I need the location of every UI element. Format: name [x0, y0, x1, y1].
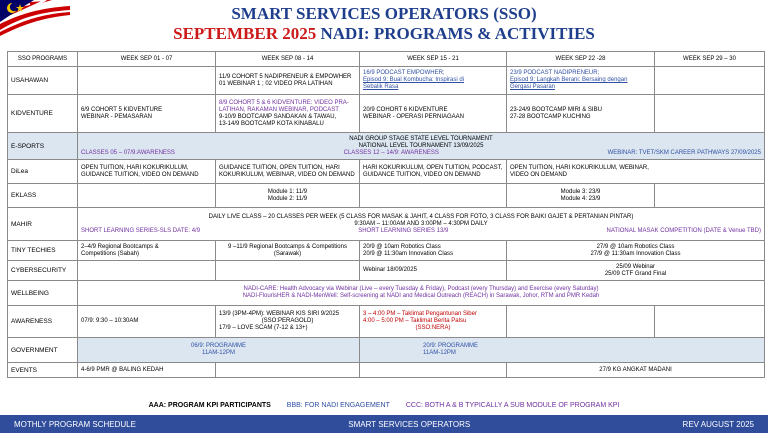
cell-esports-span: NADI GROUP STAGE STATE LEVEL TOURNAMENT NATIONAL LEVEL TOURNAMENT 13/09/2025 CLASSES 05 – 07/9:AWARENESS CLASSES 12 – 14/9: AWARENESS WEBINAR: TVET/SKM CAREER PATHWAYS 27/09/2025 [78, 133, 765, 160]
table-row-dilea [8, 160, 765, 184]
program-label-events: EVENTS [8, 363, 78, 378]
mahir-masak-competition: NATIONAL MASAK COMPETITION (DATE & Venue TBD) [606, 227, 761, 234]
cell-awareness-w5 [655, 306, 765, 338]
cell-usahawan-w5 [655, 67, 765, 95]
table-row-eklass [8, 184, 765, 208]
programs-schedule-table [7, 51, 765, 378]
cell-tiny-w2: 9 –11/9 Regional Bootcamps & Competitions (Sarawak) [216, 241, 360, 261]
cell-kidventure-w3: 20/9 COHORT 6 KIDVENTURE WEBINAR - OPERASI PERNIAGAAN [360, 95, 507, 133]
table-header-row [8, 52, 765, 67]
cell-awareness-w3: 3 – 4:00 PM – Taklimat Pengantunan Siber 4:00 – 5:00 PM – Taklimat Berita Palsu (SSO:NERA) [360, 306, 507, 338]
footer-right: REV AUGUST 2025 [682, 419, 754, 429]
cell-awareness-w2: 13/9 (3PM-4PM): WEBINAR KIS SIRI 9/2025 (SSO:PERAGOLD) 17/9 – LOVE SCAM (7-12 & 13+) [216, 306, 360, 338]
esports-webinar: WEBINAR: TVET/SKM CAREER PATHWAYS 27/09/2025 [607, 149, 761, 156]
program-label-awareness: AWARENESS [8, 306, 78, 338]
header-week-3: WEEK SEP 15 - 21 [360, 52, 507, 67]
program-label-usahawan: USAHAWAN [8, 67, 78, 95]
cell-eklass-w4: Module 3: 23/9 Module 4: 23/9 [507, 184, 655, 208]
program-label-cybersecurity: CYBERSECURITY [8, 261, 78, 281]
legend-aaa: AAA: PROGRAM KPI PARTICIPANTS [148, 402, 271, 409]
cell-events-w3 [360, 363, 507, 378]
cell-dilea-w1: OPEN TUITION, HARI KOKURIKULUM, GUIDANCE TUITION, VIDEO ON DEMAND [78, 160, 216, 184]
header-week-4: WEEK SEP 22 -28 [507, 52, 655, 67]
cell-eklass-w2: Module 1: 11/9 Module 2: 11/9 [216, 184, 360, 208]
program-label-wellbeing: WELLBEING [8, 281, 78, 306]
page-title: SMART SERVICES OPERATORS (SSO) [231, 4, 537, 23]
nadi-flourisher-text: NADI-FlourisHER & NADI-MenWell: Self-screening at NADI and Medical Outreach (REACH) in Sarawak, Johor, RTM and PMR Kedah [242, 293, 600, 299]
esports-classes-2: CLASSES 12 – 14/9: AWARENESS [343, 149, 439, 156]
program-label-tiny-techies: TINY TECHIES [8, 241, 78, 261]
cell-events-w4: 27/9 KG ANGKAT MADANI [507, 363, 765, 378]
cell-cyber-w1 [78, 261, 216, 281]
cell-kidventure-w2: 8/9 COHORT 5 & 6 KIDVENTURE: VIDEO PRA- LATIHAN, RAKAMAN WEBINAR, PODCAST 9-10/9 BOOTCAMP SANDAKAN & TAWAU, 13-14/9 BOOTCAMP KOTA KINABALU [216, 95, 360, 133]
cell-wellbeing-span [78, 281, 765, 306]
table-row-tiny-techies [8, 241, 765, 261]
cell-kidventure-w4: 23-24/9 BOOTCAMP MIRI & SIBU 27-28 BOOTCAMP KUCHING [507, 95, 655, 133]
cell-eklass-w5 [655, 184, 765, 208]
cell-usahawan-w4: 23/9 PODCAST NADIPRENEUR; Episod 9: Langkah Berani: Bersaing dengan Gergasi Pasaran [507, 67, 655, 95]
program-label-kidventure: KIDVENTURE [8, 95, 78, 133]
footer-left: MOTHLY PROGRAM SCHEDULE [14, 419, 136, 429]
table-row-usahawan [8, 67, 765, 95]
cell-awareness-w4 [507, 306, 655, 338]
program-label-eklass: EKLASS [8, 184, 78, 208]
subtitle-rest: NADI: PROGRAMS & ACTIVITIES [316, 24, 595, 43]
podcast-nadipreneur-link[interactable]: Episod 9: Langkah Berani: Bersaing dengan [510, 77, 628, 83]
cell-events-w2 [216, 363, 360, 378]
program-label-mahir: MAHIR [8, 208, 78, 241]
cell-dilea-w3: HARI KOKURIKULUM, OPEN TUITION, PODCAST, GUIDANCE TUITION, VIDEO ON DEMAND [360, 160, 507, 184]
cell-government-b: 20/9: PROGRAMME 11AM-12PM [360, 338, 765, 363]
mahir-sls-2: SHORT LEARNING SERIES 13/9 [358, 227, 449, 234]
nadi-care-text: NADI-CARE: Health Advocacy via Webinar (Live – every Tuesday & Friday), Podcast (every Thursday) and Exercise (every Saturday) [243, 286, 599, 292]
cell-events-w1: 4-6/9 PMR @ BALING KEDAH [78, 363, 216, 378]
table-row-government [8, 338, 765, 363]
cell-eklass-w3 [360, 184, 507, 208]
table-row-mahir [8, 208, 765, 241]
header-week-2: WEEK SEP 08 - 14 [216, 52, 360, 67]
mahir-sls-1: SHORT LEARNING SERIES-SLS DATE: 4/9 [81, 227, 201, 234]
cell-dilea-w4: OPEN TUITION, HARI KOKURIKULUM, WEBINAR, VIDEO ON DEMAND [507, 160, 765, 184]
program-label-dilea: DiLea [8, 160, 78, 184]
subtitle-month: SEPTEMBER 2025 [173, 24, 317, 43]
cell-mahir-span: DAILY LIVE CLASS – 20 CLASSES PER WEEK (5 CLASS FOR MASAK & JAHIT, 4 CLASS FOR FOTO, 3 CLASS FOR BAIKI GAJET & PERTANIAN PINTAR) 9:30AM – 11:00AM AND 3:00PM – 4:30PM DAILY SHORT LEARNING SERIES-SLS DATE: 4/9 SHORT LEARNING SERIES 13/9 NATIONAL MASAK COMPETITION (DATE & Venue TBD) [78, 208, 765, 241]
podcast-empowher-link[interactable]: Episod 9: Bual Kombucha: Inspirasi di [363, 77, 465, 83]
cell-usahawan-w2: 11/9 COHORT 5 NADIPRENEUR & EMPOWHER 01 WEBINAR 1 ; 02 VIDEO PRA LATIHAN [216, 67, 360, 95]
cell-tiny-w4: 27/9 @ 10am Robotics Class 27/9 @ 11:30am Innovation Class [507, 241, 765, 261]
page-subtitle [0, 24, 768, 44]
table-row-events [8, 363, 765, 378]
cell-kidventure-w5 [655, 95, 765, 133]
cell-cyber-w3: Webinar 18/09/2025 [360, 261, 507, 281]
header-programs: SSO PROGRAMS [8, 52, 78, 67]
table-row-cybersecurity [8, 261, 765, 281]
table-row-wellbeing [8, 281, 765, 306]
cell-usahawan-w3: 16/9 PODCAST EMPOWHER; Episod 9: Bual Kombucha: Inspirasi di Sebalik Rasa [360, 67, 507, 95]
cell-dilea-w2: GUIDANCE TUITION, OPEN TUITION, HARI KOKURIKULUM, WEBINAR, VIDEO ON DEMAND [216, 160, 360, 184]
table-row-esports [8, 133, 765, 160]
cell-awareness-w1: 07/9: 9:30 – 10:30AM [78, 306, 216, 338]
esports-classes-1: CLASSES 05 – 07/9:AWARENESS [81, 149, 175, 156]
legend [0, 402, 768, 409]
cell-tiny-w3: 20/9 @ 10am Robotics Class 20/9 @ 11:30am Innovation Class [360, 241, 507, 261]
legend-ccc: CCC: BOTH A & B TYPICALLY A SUB MODULE OF PROGRAM KPI [405, 402, 620, 409]
cell-kidventure-w1: 6/9 COHORT 5 KIDVENTURE WEBINAR - PEMASARAN [78, 95, 216, 133]
program-label-esports: E-SPORTS [8, 133, 78, 160]
cell-usahawan-w1 [78, 67, 216, 95]
legend-bbb: BBB: FOR NADI ENGAGEMENT [286, 402, 390, 409]
header-week-1: WEEK SEP 01 - 07 [78, 52, 216, 67]
cell-cyber-w2 [216, 261, 360, 281]
table-row-kidventure [8, 95, 765, 133]
cell-cyber-w4: 25/09 Webinar 25/09 CTF Grand Final [507, 261, 765, 281]
table-row-awareness [8, 306, 765, 338]
footer-bar [0, 415, 768, 433]
program-label-government: GOVERNMENT [8, 338, 78, 363]
footer-center: SMART SERVICES OPERATORS [348, 419, 471, 429]
cell-eklass-w1 [78, 184, 216, 208]
header-week-5: WEEK SEP 29 – 30 [655, 52, 765, 67]
cell-tiny-w1: 2–4/9 Regional Bootcamps & Competitions (Sabah) [78, 241, 216, 261]
cell-government-a: 06/9: PROGRAMME 11AM-12PM [78, 338, 360, 363]
